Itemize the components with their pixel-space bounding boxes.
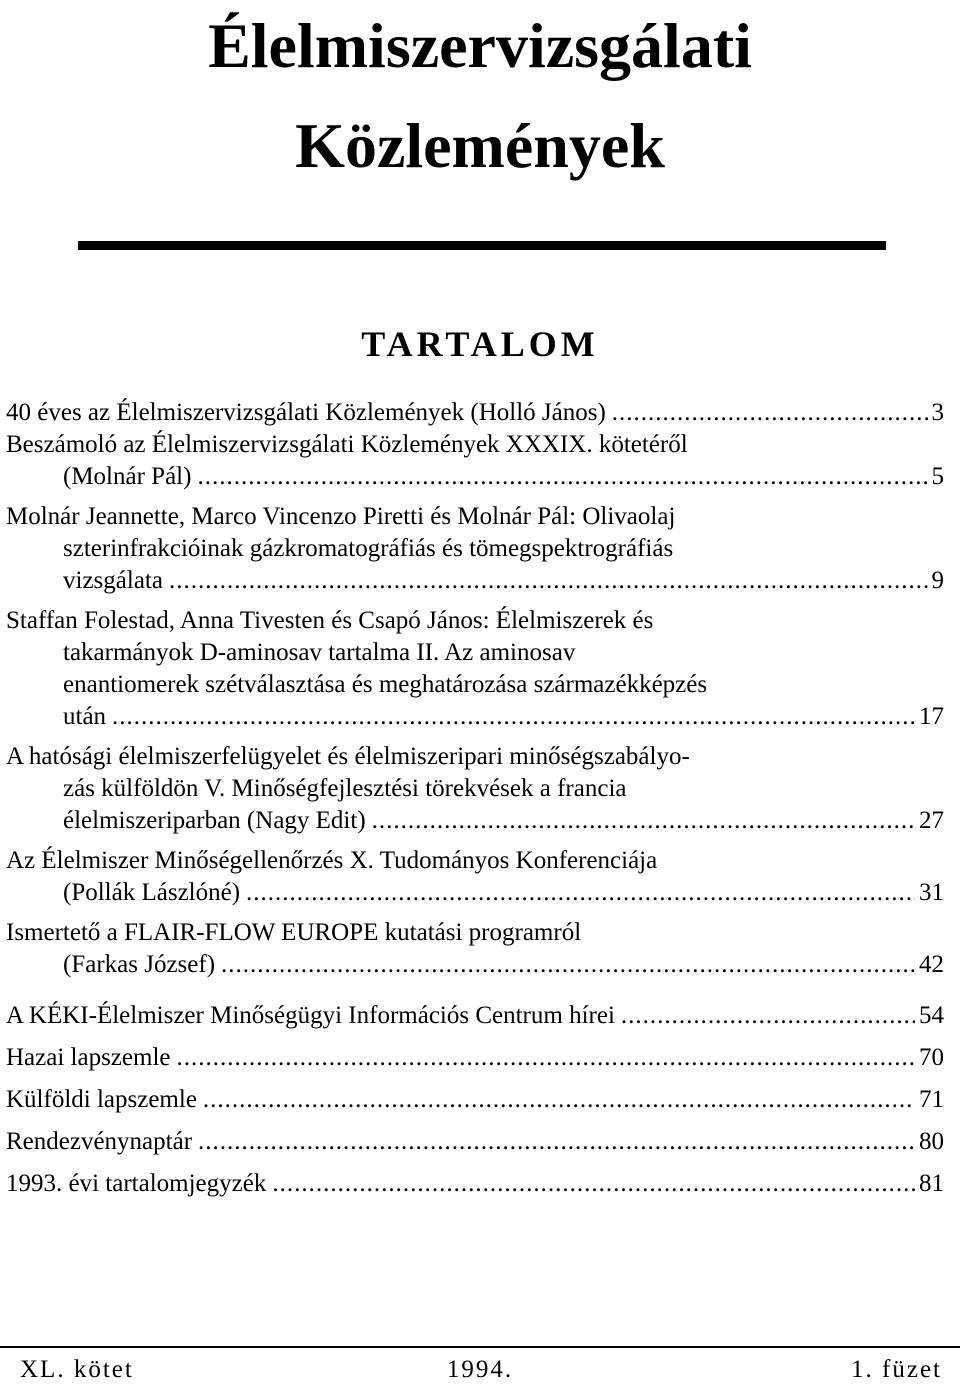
- toc-entry-leader-line: [6, 877, 944, 909]
- toc-page-number: 42: [919, 951, 944, 978]
- toc-entry: [6, 917, 944, 981]
- toc-entry-leader-line: [6, 397, 944, 429]
- table-of-contents: [6, 397, 944, 1200]
- toc-entry-leader-line: [6, 1126, 944, 1158]
- footer-volume: XL. kötet: [20, 1356, 134, 1383]
- toc-entry-leader-line: [6, 805, 944, 837]
- toc-page-number: 17: [919, 703, 944, 730]
- dot-leader: [612, 397, 928, 429]
- toc-entry-line: zás külföldön V. Minőségfejlesztési törekvések a francia: [63, 775, 627, 802]
- toc-entry: [6, 741, 944, 837]
- dot-leader: [372, 805, 915, 837]
- toc-page-number: 71: [919, 1086, 944, 1113]
- toc-entry-line: Az Élelmiszer Minőségellenőrzés X. Tudományos Konferenciája: [6, 847, 658, 874]
- toc-heading: TARTALOM: [361, 324, 599, 364]
- toc-page-number: 80: [919, 1128, 944, 1155]
- toc-entry: [6, 1042, 944, 1074]
- toc-entry-title: Külföldi lapszemle: [6, 1086, 197, 1113]
- toc-entry-line: Beszámoló az Élelmiszervizsgálati Közlemények XXXIX. kötetéről: [6, 431, 688, 458]
- toc-entry: [6, 397, 944, 429]
- toc-page-number: 5: [931, 463, 944, 490]
- footer-issue: 1. füzet: [851, 1356, 942, 1383]
- toc-entry-line: Staffan Folestad, Anna Tivesten és Csapó János: Élelmiszerek és: [6, 607, 654, 634]
- title-rule: [78, 241, 886, 250]
- toc-entry: [6, 501, 944, 597]
- dot-leader: [621, 1000, 915, 1032]
- toc-entry: [6, 1084, 944, 1116]
- toc-page-number: 9: [931, 567, 944, 594]
- toc-entry: [6, 845, 944, 909]
- toc-entry: [6, 1000, 944, 1032]
- toc-entry-leader-line: [6, 1084, 944, 1116]
- toc-entry-line: takarmányok D-aminosav tartalma II. Az aminosav: [63, 639, 576, 666]
- toc-entry-title: (Pollák Lászlóné): [63, 879, 241, 906]
- toc-entry-leader-line: [6, 1000, 944, 1032]
- footer-rule: [0, 1346, 960, 1348]
- toc-entry-line: szterinfrakcióinak gázkromatográfiás és tömegspektrográfiás: [63, 535, 674, 562]
- toc-page-number: 54: [919, 1002, 944, 1029]
- toc-page-number: 3: [931, 399, 944, 426]
- toc-page-number: 31: [919, 879, 944, 906]
- toc-entry-line: A hatósági élelmiszerfelügyelet és élelmiszeripari minőségszabályo-: [6, 743, 690, 770]
- toc-entry: [6, 605, 944, 733]
- toc-entry-line: Molnár Jeannette, Marco Vincenzo Piretti és Molnár Pál: Olivaolaj: [6, 503, 676, 530]
- dot-leader: [112, 701, 915, 733]
- toc-entry-leader-line: [6, 949, 944, 981]
- dot-leader: [272, 1168, 915, 1200]
- toc-entry-leader-line: [6, 701, 944, 733]
- footer-year: 1994.: [446, 1356, 514, 1383]
- toc-entry-title: Rendezvénynaptár: [6, 1128, 193, 1155]
- toc-entry-title: A KÉKI-Élelmiszer Minőségügyi Információs Centrum hírei: [6, 1002, 615, 1029]
- toc-entry-leader-line: [6, 461, 944, 493]
- journal-title-line-2: Közlemények: [295, 110, 665, 181]
- toc-page-number: 27: [919, 807, 944, 834]
- dot-leader: [169, 565, 928, 597]
- toc-entry-title: 1993. évi tartalomjegyzék: [6, 1170, 267, 1197]
- toc-entry-line: Ismertető a FLAIR-FLOW EUROPE kutatási programról: [6, 919, 582, 946]
- toc-entry: [6, 429, 944, 493]
- toc-page-number: 81: [919, 1170, 944, 1197]
- toc-entry-title: élelmiszeriparban (Nagy Edit): [63, 807, 366, 834]
- toc-page-number: 70: [919, 1044, 944, 1071]
- toc-entry-leader-line: [6, 1042, 944, 1074]
- dot-leader: [221, 949, 915, 981]
- toc-entry-title: (Farkas József): [63, 951, 216, 978]
- journal-title-line-1: Élelmiszervizsgálati: [208, 10, 752, 81]
- toc-entry: [6, 1126, 944, 1158]
- toc-entry-title: Hazai lapszemle: [6, 1044, 171, 1071]
- toc-entry-line: enantiomerek szétválasztása és meghatározása származékképzés: [63, 671, 708, 698]
- toc-entry-title: 40 éves az Élelmiszervizsgálati Közlemények (Holló János): [6, 399, 606, 426]
- toc-entry: [6, 1168, 944, 1200]
- toc-entry-title: vizsgálata: [63, 567, 163, 594]
- dot-leader: [203, 1084, 915, 1116]
- dot-leader: [246, 877, 915, 909]
- toc-entry-leader-line: [6, 1168, 944, 1200]
- dot-leader: [197, 461, 927, 493]
- toc-entry-leader-line: [6, 565, 944, 597]
- dot-leader: [198, 1126, 915, 1158]
- toc-entry-title: (Molnár Pál): [63, 463, 192, 490]
- toc-entry-title: után: [63, 703, 107, 730]
- dot-leader: [177, 1042, 916, 1074]
